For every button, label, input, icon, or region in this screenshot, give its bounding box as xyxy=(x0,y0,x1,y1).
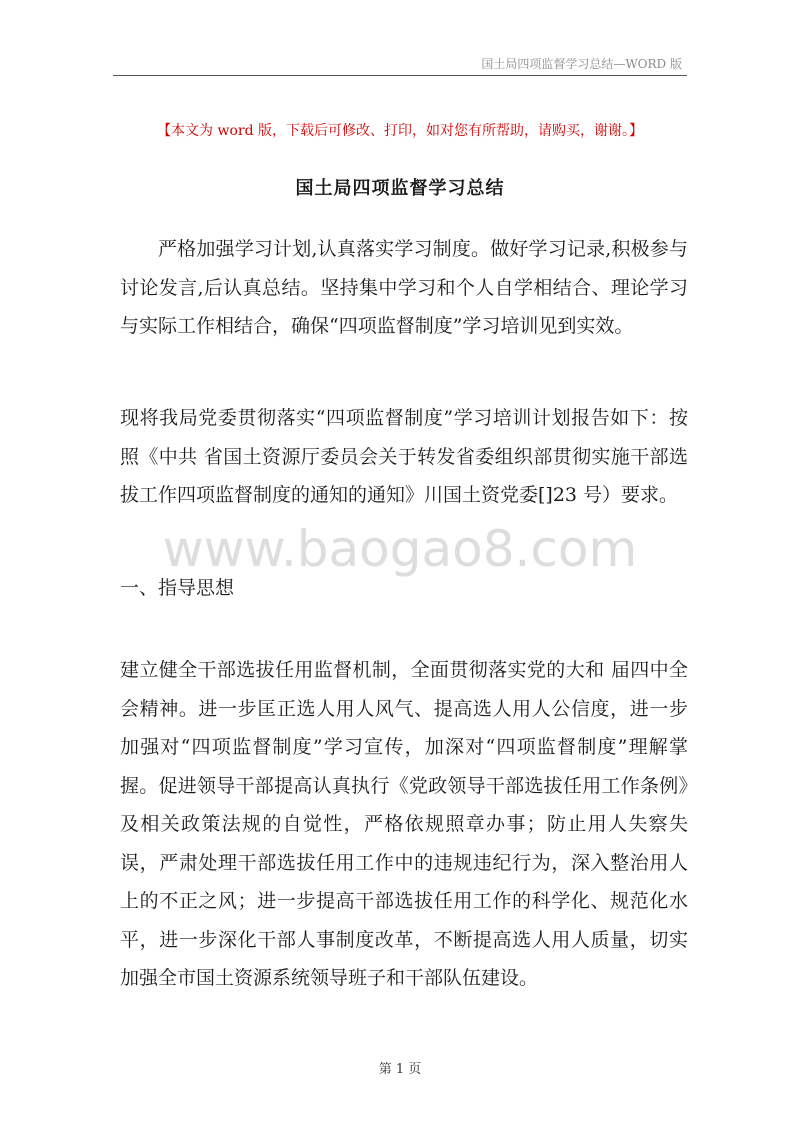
watermark-text: www.baogao8.com xyxy=(162,520,638,578)
running-header: 国土局四项监督学习总结—WORD 版 xyxy=(481,57,682,71)
paragraph-report: 现将我局党委贯彻落实“四项监督制度”学习培训计划报告如下：按照《中共 省国土资源厅委员会关于转发省委组织部贯彻实施干部选拔工作四项监督制度的通知的通知》川国土资党委[]23 号）要求。 xyxy=(120,407,688,506)
paragraph-guiding-thought: 建立健全干部选拔任用监督机制，全面贯彻落实党的大和 届四中全会精神。进一步匡正选人用人风气、提高选人用人公信度，进一步加强对“四项监督制度”学习宣传，加深对“四项监督制度”理解掌握。促进领导干部提高认真执行《党政领导干部选拔任用工作条例》及相关政策法规的自觉性，严格依规照章办事；防止用人失察失误，严肃处理干部选拔任用工作中的违规违纪行为，深入整治用人上的不正之风；进一步提高干部选拔任用工作的科学化、规范化水平，进一步深化干部人事制度改革，不断提高选人用人质量，切实加强全市国土资源系统领导班子和干部队伍建设。 xyxy=(120,659,688,989)
section-heading: 一、指导思想 xyxy=(120,577,235,599)
page-number: 第 1 页 xyxy=(378,1062,422,1077)
header-divider xyxy=(113,75,687,76)
document-title: 国土局四项监督学习总结 xyxy=(295,178,505,199)
paragraph-intro: 严格加强学习计划,认真落实学习制度。做好学习记录,积极参与讨论发言,后认真总结。坚持集中学习和个人自学相结合、理论学习与实际工作相结合，确保“四项监督制度”学习培训见到实效。 xyxy=(120,238,688,337)
purchase-notice: 【本文为 word 版，下载后可修改、打印，如对您有所帮助，请购买，谢谢。】 xyxy=(157,123,643,139)
